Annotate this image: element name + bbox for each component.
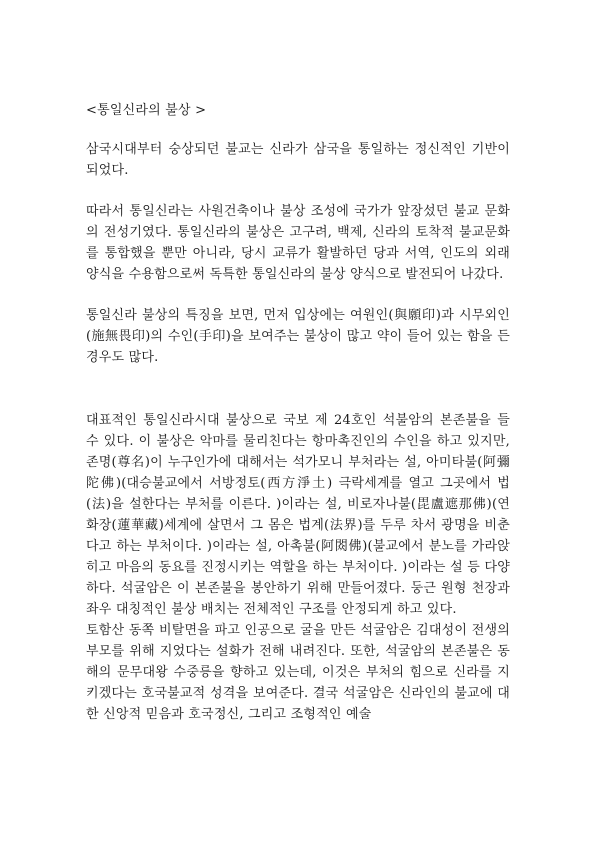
paragraph-intro: 삼국시대부터 숭상되던 불교는 신라가 삼국을 통일하는 정신적인 기반이 되었다.: [86, 142, 510, 178]
paragraph-golden-age: 따라서 통일신라는 사원건축이나 불상 조성에 국가가 앞장섰던 불교 문화의 전성기였다. 통일신라의 불상은 고구려, 백제, 신라의 토착적 불교문화를 통합했을 뿐만 아니라, 당시 교류가 활발하던 당과 서역, 인도의 외래 양식을 수용함으로써 독특한 통일신라의 불상 양식으로 발전되어 나갔다.: [86, 204, 510, 282]
document-title: <통일신라의 불상 >: [86, 103, 207, 118]
paragraph-seokguram-legend: 토함산 동쪽 비탈면을 파고 인공으로 굴을 만든 석굴암은 김대성이 전생의 부모를 위해 지었다는 설화가 전해 내려진다. 또한, 석굴암의 본존불은 동해의 문무대왕 수중릉을 향하고 있는데, 이것은 부처의 힘으로 신라를 지키겠다는 호국불교적 성격을 보여준다. 결국 석굴암은 신라인의 불교에 대한 신앙적 믿음과 호국정신, 그리고 조형적인 예술: [86, 623, 510, 722]
document-body: [86, 100, 510, 725]
paragraph-seokguram-buddha: 대표적인 통일신라시대 불상으로 국보 제 24호인 석불암의 본존불을 들 수 있다. 이 불상은 악마를 물리친다는 항마촉진인의 수인을 하고 있지만, 존명(尊名)이 누구인가에 대해서는 석가모니 부처라는 설, 아미타불(阿彌陀佛)(대승불교에서 서방정토(西方淨土) 극락세계를 열고 그곳에서 법(法)을 설한다는 부처를 이른다. )이라는 설, 비로자나불(毘盧遮那佛)(연화장(蓮華藏)세계에 살면서 그 몸은 법계(法界)를 두루 차서 광명을 비춘다고 하는 부처이다. )이라는 설, 아촉불(阿閦佛)(불교에서 분노를 가라앉히고 마음의 동요를 진정시키는 역할을 하는 부처이다. )이라는 설 등 다양하다. 석굴암은 이 본존불을 봉안하기 위해 만들어졌다. 둥근 원형 천장과 좌우 대칭적인 불상 배치는 전체적인 구조를 안정되게 하고 있다.: [86, 413, 510, 617]
paragraph-features: 통일신라 불상의 특징을 보면, 먼저 입상에는 여원인(與願印)과 시무외인(施無畏印)의 수인(手印)을 보여주는 불상이 많고 약이 들어 있는 함을 든 경우도 많다.: [86, 308, 510, 365]
